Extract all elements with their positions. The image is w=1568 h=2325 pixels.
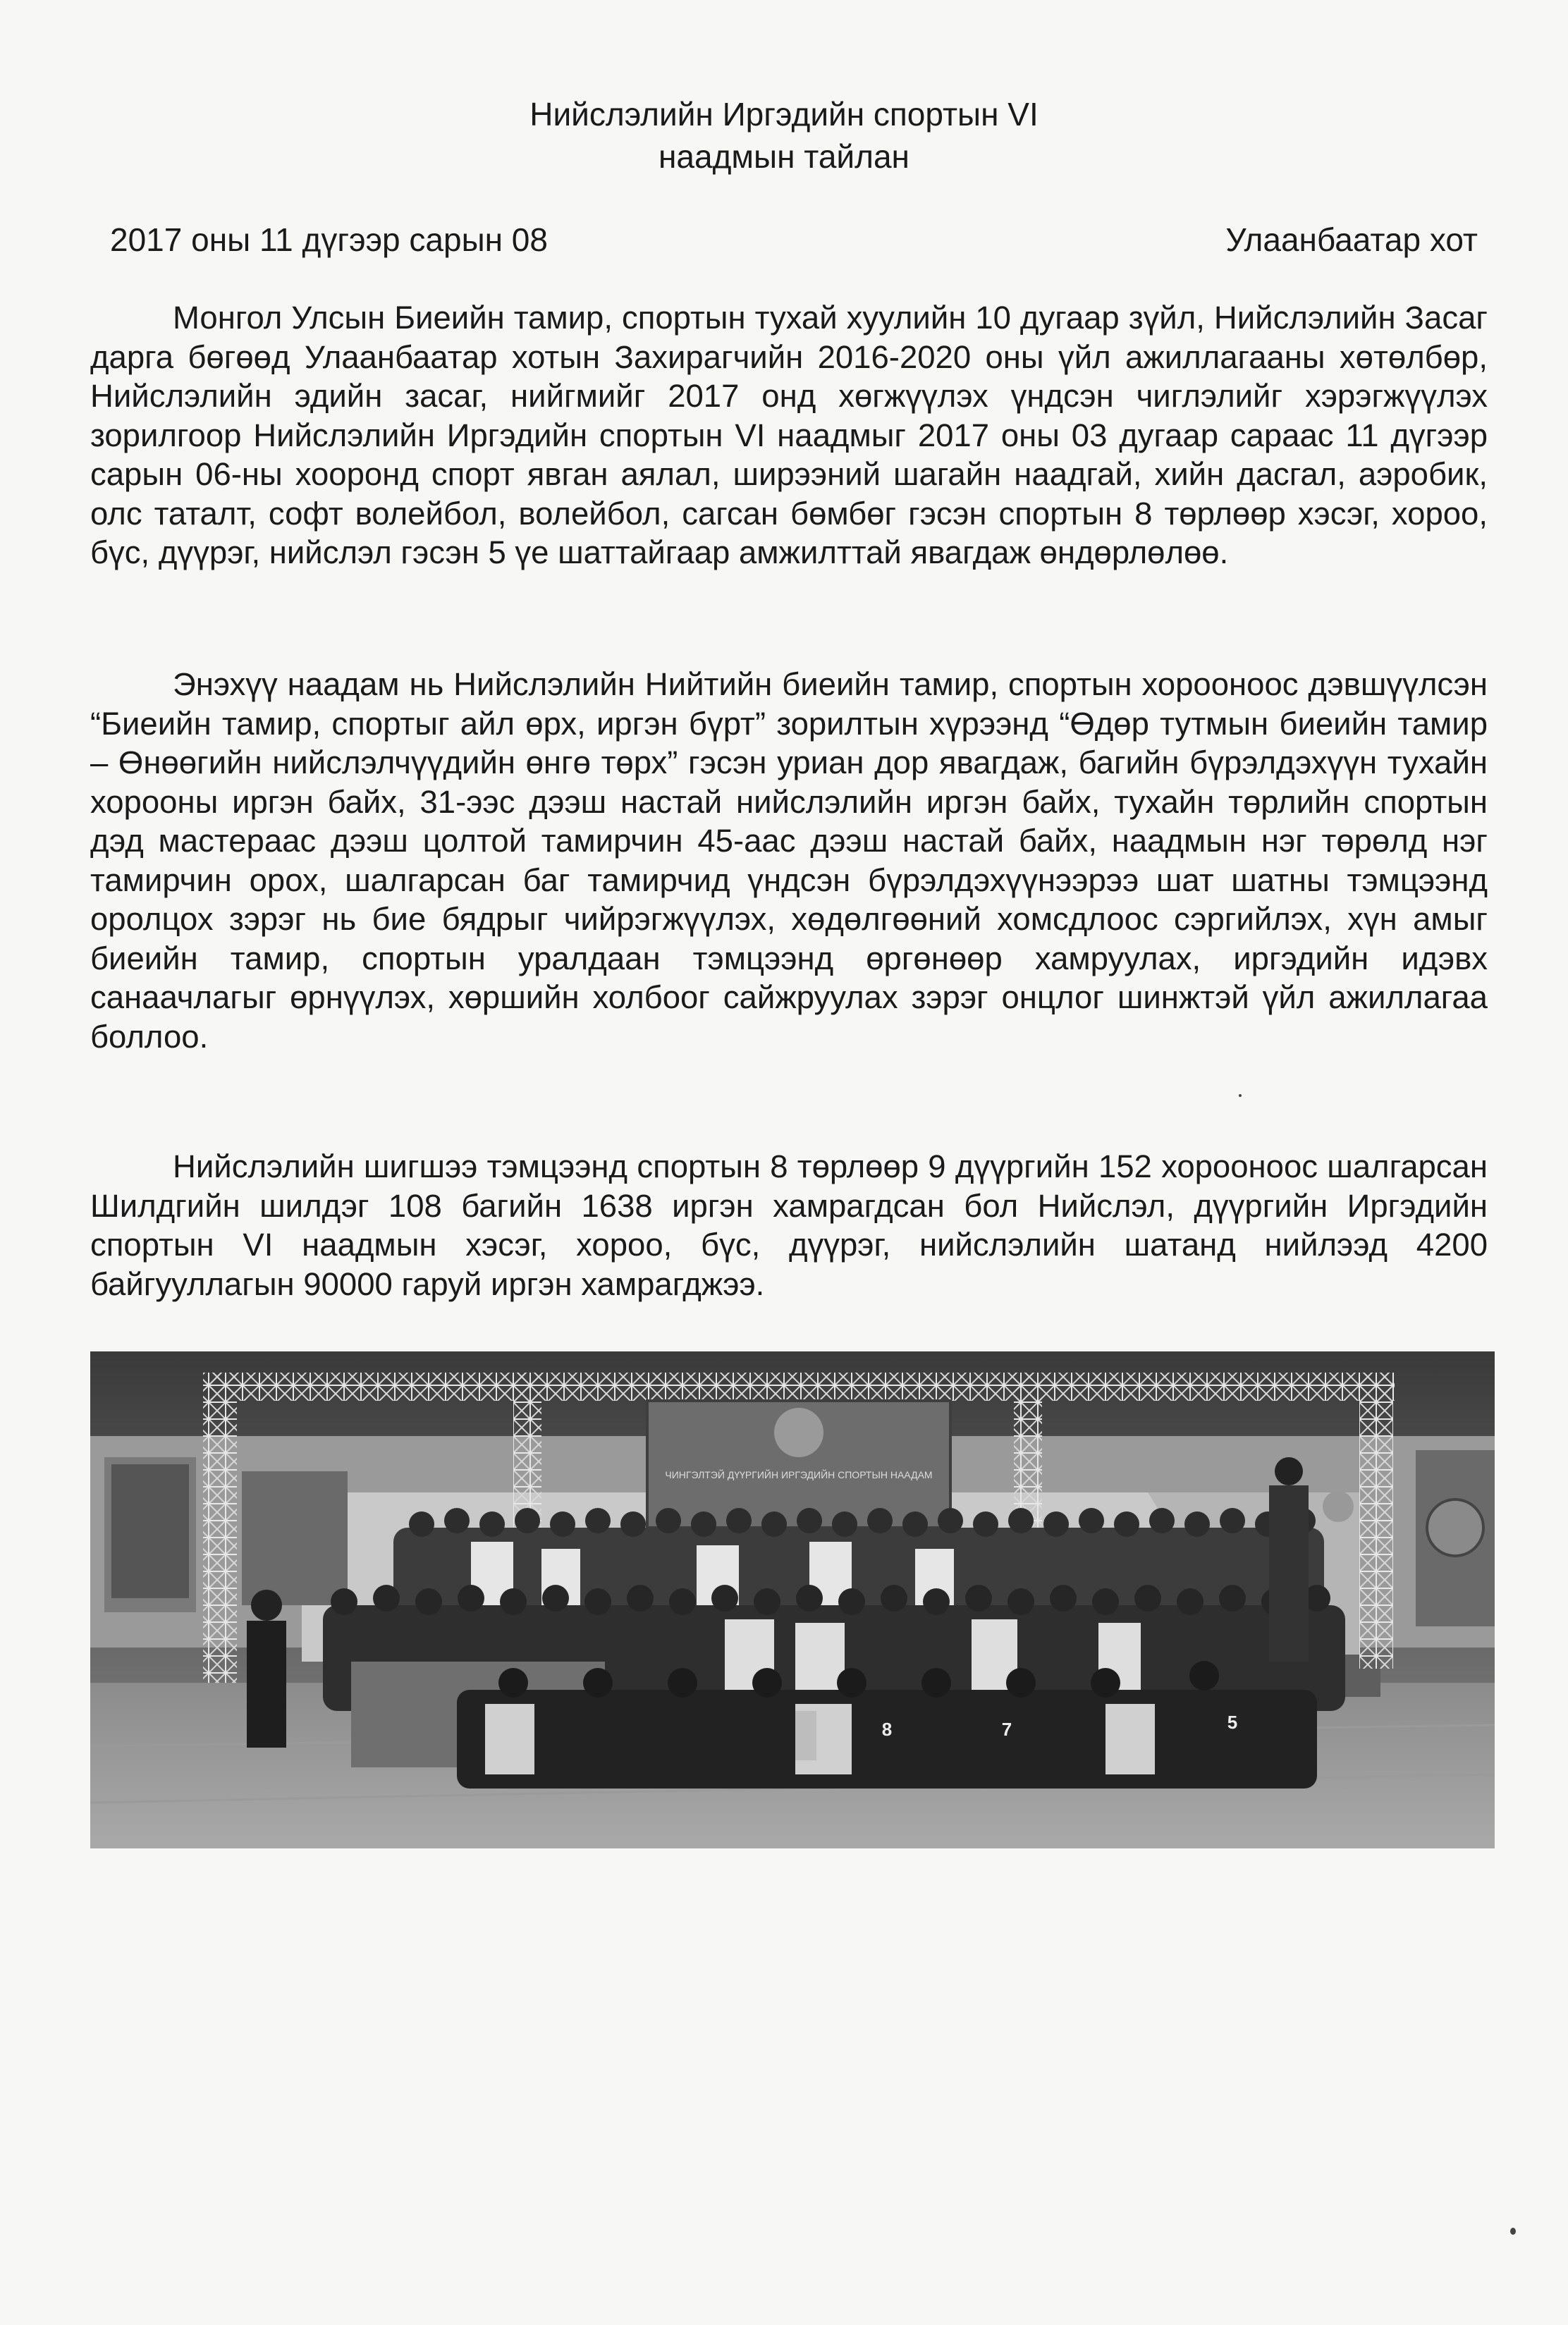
jersey-number-1: 8 <box>881 1719 893 1740</box>
paragraph-2 <box>90 665 1488 1056</box>
group-photo <box>90 1351 1495 1848</box>
paragraph-text: Нийслэлийн шигшээ тэмцээнд спортын 8 төрлөөр 9 дүүргийн 152 хорооноос шалгарсан Шилдгийн шилдэг 108 багийн 1638 иргэн хамрагдсан бол Нийслэл, дүүргийн Иргэдийн спортын VI наадмын хэсэг, хороо, бүс, дүүрэг, нийслэлийн шатанд нийлээд 4200 байгууллагын 90000 гаруй иргэн хамрагджээ. <box>90 1148 1488 1302</box>
paragraph-3 <box>90 1147 1488 1303</box>
group-photo-image <box>90 1351 1495 1848</box>
scan-speck <box>1510 2228 1516 2235</box>
scan-speck <box>1239 1094 1242 1097</box>
banner-text: ЧИНГЭЛТЭЙ ДҮҮРГИЙН ИРГЭДИЙН СПОРТЫН НААДАМ <box>665 1469 933 1480</box>
paragraph-1 <box>90 298 1488 572</box>
paragraph-text: Энэхүү наадам нь Нийслэлийн Нийтийн биеийн тамир, спортын хорооноос дэвшүүлсэн “Биеийн тамир, спортыг айл өрх, иргэн бүрт” зорилтын хүрээнд “Өдөр тутмын биеийн тамир – Өнөөгийн нийслэлчүүдийн өнгө төрх” гэсэн уриан дор явагдаж, багийн бүрэлдэхүүн тухайн хорооны иргэн байх, 31-ээс дээш настай нийслэлийн иргэн байх, тухайн төрлийн спортын дэд мастераас дээш цолтой тамирчин 45-аас дээш настай байх, наадмын нэг төрөлд нэг тамирчин орох, шалгарсан баг тамирчид үндсэн бүрэлдэхүүнээрээ шат шатны тэмцээнд оролцох зэрэг нь бие бядрыг чийрэгжүүлэх, хөдөлгөөний хомсдлоос сэргийлэх, хүн амыг биеийн тамир, спортын уралдаан тэмцээнд өргөнөөр хамруулах, иргэдийн идэвх санаачлагыг өрнүүлэх, хөршийн холбоог сайжруулах зэрэг онцлог шинжтэй үйл ажиллагаа боллоо. <box>90 666 1488 1055</box>
document-place: Улаанбаатар хот <box>1225 221 1478 258</box>
jersey-number-3: 5 <box>1227 1712 1238 1733</box>
document-title <box>0 93 1568 178</box>
document-date: 2017 оны 11 дүгээр сарын 08 <box>110 221 548 258</box>
paragraph-text: Монгол Улсын Биеийн тамир, спортын тухай хуулийн 10 дугаар зүйл, Нийслэлийн Засаг дарга бөгөөд Улаанбаатар хотын Захирагчийн 2016-2020 оны үйл ажиллагааны хөтөлбөр, Нийслэлийн эдийн засаг, нийгмийг 2017 онд хөгжүүлэх үндсэн чиглэлийг хэрэгжүүлэх зорилгоор Нийслэлийн Иргэдийн спортын VI наадмыг 2017 оны 03 дугаар сараас 11 дүгээр сарын 06-ны хооронд спорт явган аялал, ширээний шагайн наадгай, хийн дасгал, аэробик, олс таталт, софт волейбол, волейбол, сагсан бөмбөг гэсэн спортын 8 төрлөөр хэсэг, хороо, бүс, дүүрэг, нийслэл гэсэн 5 үе шаттайгаар амжилттай явагдаж өндөрлөлөө. <box>90 300 1488 570</box>
jersey-number-2: 7 <box>1001 1719 1012 1740</box>
title-line-1: Нийслэлийн Иргэдийн спортын VI <box>529 96 1039 133</box>
title-line-2: наадмын тайлан <box>659 138 909 175</box>
date-place-line <box>110 219 1478 261</box>
